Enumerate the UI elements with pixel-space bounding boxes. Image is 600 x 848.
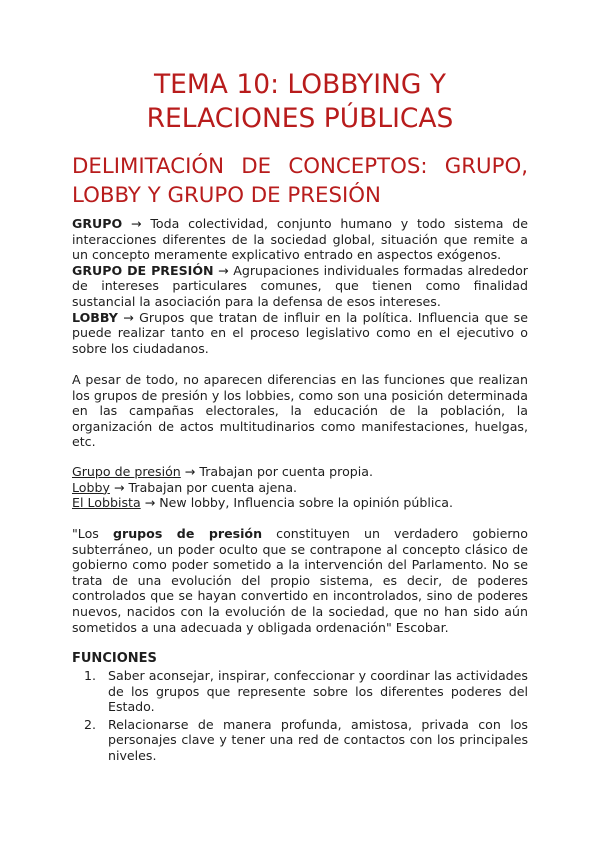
arrow-glyph: → <box>218 262 229 278</box>
definition-grupo <box>72 216 528 263</box>
list-item-number: 1. <box>84 668 97 683</box>
comparison-term: Grupo de presión <box>72 464 181 479</box>
list-item-text: Saber aconsejar, inspirar, confeccionar y coordinar las actividades de los grupos que represente sobre los diferentes poderes del Estado. <box>108 668 528 715</box>
funciones-list <box>72 668 528 766</box>
comparison-text: Trabajan por cuenta propia. <box>199 464 373 479</box>
page-title <box>40 68 560 136</box>
definition-lobby <box>72 310 528 357</box>
comparison-text: New lobby, Influencia sobre la opinión pública. <box>159 495 453 511</box>
comparisons-block <box>72 464 528 511</box>
definition-term: LOBBY <box>72 309 118 325</box>
arrow-glyph: → <box>131 216 142 231</box>
comparison-text: Trabajan por cuenta ajena. <box>128 479 298 495</box>
arrow-glyph: → <box>113 479 125 495</box>
title-line-2: RELACIONES PÚBLICAS <box>146 103 454 134</box>
comparison-el-lobbista <box>72 495 528 511</box>
list-item <box>72 668 528 715</box>
paragraph-functions-overlap: A pesar de todo, no aparecen diferencias en las funciones que realizan los grupos de presión y los lobbies, como son una posición determinada en las campañas electorales, la educación de la población, la organización de actos multitudinarios como manifestaciones, huelgas, etc. <box>72 372 528 450</box>
list-item <box>72 717 528 764</box>
section-heading <box>72 152 528 210</box>
section-heading-line-2: LOBBY Y GRUPO DE PRESIÓN <box>72 183 381 208</box>
definition-term: GRUPO DE PRESIÓN <box>72 262 214 278</box>
section-heading-line-1: DELIMITACIÓN DE CONCEPTOS: GRUPO, <box>72 154 528 179</box>
quote-rest: constituyen un verdadero gobierno subterráneo, un poder oculto que se contrapone al concepto clásico de gobierno como poder sometido a la intervención del Parlamento. No se trata de una evolución del propio sistema, es decir, de poderes controlados que se hayan convertido en incontrolados, sino de poderes nuevos, nacidos con la evolución de la sociedad, que no han sido aún sometidos a una adecuada y obligada ordenación" Escobar. <box>72 526 528 635</box>
comparison-lobby <box>72 480 528 496</box>
arrow-glyph: → <box>123 309 134 325</box>
quote-paragraph <box>72 526 528 635</box>
funciones-heading: FUNCIONES <box>72 651 157 666</box>
quote-open: "Los <box>72 526 99 541</box>
definition-text: Toda colectividad, conjunto humano y todo sistema de interacciones diferentes de la sociedad global, situación que remite a un concepto meramente explicativo entrado en aspectos exógenos. <box>72 216 528 263</box>
definition-text: Grupos que tratan de influir en la política. Influencia que se puede realizar tanto en el proceso legislativo como en el ejecutivo o sobre los ciudadanos. <box>72 309 528 356</box>
definition-grupo-de-presion <box>72 263 528 310</box>
arrow-glyph: → <box>184 464 196 479</box>
list-item-number: 2. <box>84 716 97 732</box>
quote-bold-term: grupos de presión <box>112 526 263 541</box>
definition-text: Agrupaciones individuales formadas alrededor de intereses particulares comunes, que tienen como finalidad sustancial la asociación para la defensa de esos intereses. <box>72 262 528 309</box>
list-item-text: Relacionarse de manera profunda, amistosa, privada con los personajes clave y tener una red de contactos con los principales niveles. <box>108 716 528 763</box>
comparison-term: Lobby <box>72 479 110 495</box>
title-line-1: TEMA 10: LOBBYING Y <box>154 69 446 100</box>
definition-term: GRUPO <box>72 216 123 231</box>
comparison-grupo-de-presion <box>72 464 528 480</box>
definitions-block <box>72 216 528 356</box>
comparison-term: El Lobbista <box>72 495 141 511</box>
arrow-glyph: → <box>144 495 156 511</box>
